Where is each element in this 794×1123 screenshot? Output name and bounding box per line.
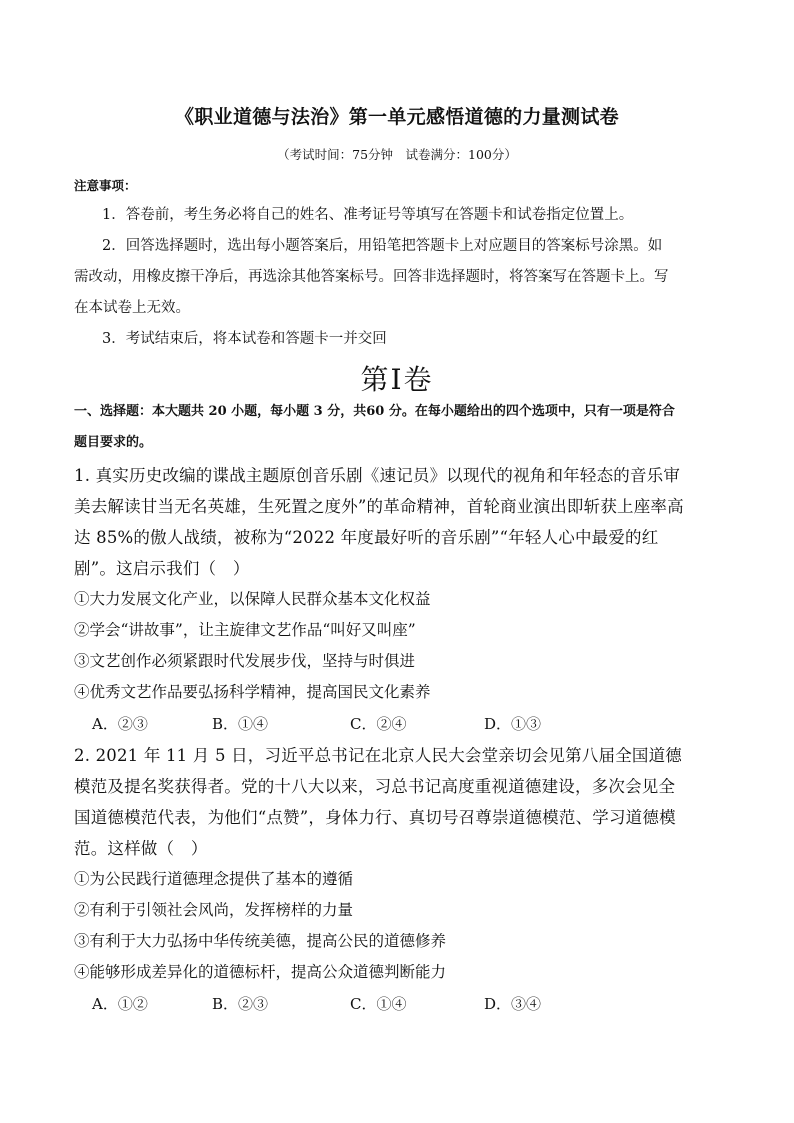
question-2-option-2: ②有利于引领社会风尚，发挥榜样的力量	[74, 901, 354, 919]
question-2-choice-b: B．②③	[212, 995, 269, 1013]
question-1-choice-b: B．①④	[212, 715, 269, 733]
question-2-option-3: ③有利于大力弘扬中华传统美德，提高公民的道德修养	[74, 932, 447, 950]
question-1-option-3: ③文艺创作必须紧跟时代发展步伐，坚持与时俱进	[74, 652, 416, 670]
question-1-option-2: ②学会“讲故事”，让主旋律文艺作品“叫好又叫座”	[74, 621, 416, 639]
question-2-option-1: ①为公民践行道德理念提供了基本的遵循	[74, 870, 354, 888]
notice-heading: 注意事项：	[74, 178, 137, 193]
question-1-option-4: ④优秀文艺作品要弘扬科学精神，提高国民文化素养	[74, 683, 431, 701]
question-1-stem: 1. 真实历史改编的谍战主题原创音乐剧《速记员》以现代的视角和年轻态的音乐审美去解读甘当无名英雄，生死置之度外”的革命精神，首轮商业演出即斩获上座率高达 85%的傲人战绩，被称为“2022 年度最好听的音乐剧”“年轻人心中最爱的红剧”。这启示我们（ ）	[74, 466, 684, 578]
notice-item-2: 2．回答选择题时，选出每小题答案后，用铅笔把答题卡上对应题目的答案标号涂黑。如需改动，用橡皮擦干净后，再选涂其他答案标号。回答非选择题时，将答案写在答题卡上。写在本试卷上无效。	[74, 238, 669, 316]
question-2-choice-a: A．①②	[92, 995, 148, 1013]
question-1-choice-a: A．②③	[92, 715, 148, 733]
part1-heading: 一、选择题：本大题共 20 小题，每小题 3 分，共60 分。在每小题给出的四个选项中，只有一项是符合题目要求的。	[74, 404, 675, 450]
question-1-option-1: ①大力发展文化产业，以保障人民群众基本文化权益	[74, 590, 431, 608]
question-1-choices	[92, 709, 692, 740]
exam-title: 《职业道德与法治》第一单元感悟道德的力量测试卷	[175, 106, 619, 128]
question-1-choice-c: C．②④	[350, 715, 407, 733]
question-2-choices	[92, 989, 692, 1020]
notice-item-3: 3．考试结束后，将本试卷和答题卡一并交回	[102, 331, 387, 347]
question-2-option-4: ④能够形成差异化的道德标杆，提高公众道德判断能力	[74, 963, 447, 981]
question-1-choice-d: D．①③	[484, 715, 542, 733]
question-2-stem: 2. 2021 年 11 月 5 日，习近平总书记在北京人民大会堂亲切会见第八届全国道德模范及提名奖获得者。党的十八大以来，习总书记高度重视道德建设，多次会见全国道德模范代表，为他们“点赞”，身体力行、真切号召尊崇道德模范、学习道德模范。这样做（ ）	[74, 746, 682, 858]
exam-subtitle: （考试时间：75分钟 试卷满分：100分）	[277, 147, 517, 162]
question-2-choice-c: C．①④	[350, 995, 407, 1013]
question-2-choice-d: D．③④	[484, 995, 542, 1013]
notice-item-1: 1．答卷前，考生务必将自己的姓名、准考证号等填写在答题卡和试卷指定位置上。	[102, 207, 634, 223]
section-label: 第Ⅰ卷	[360, 363, 434, 396]
